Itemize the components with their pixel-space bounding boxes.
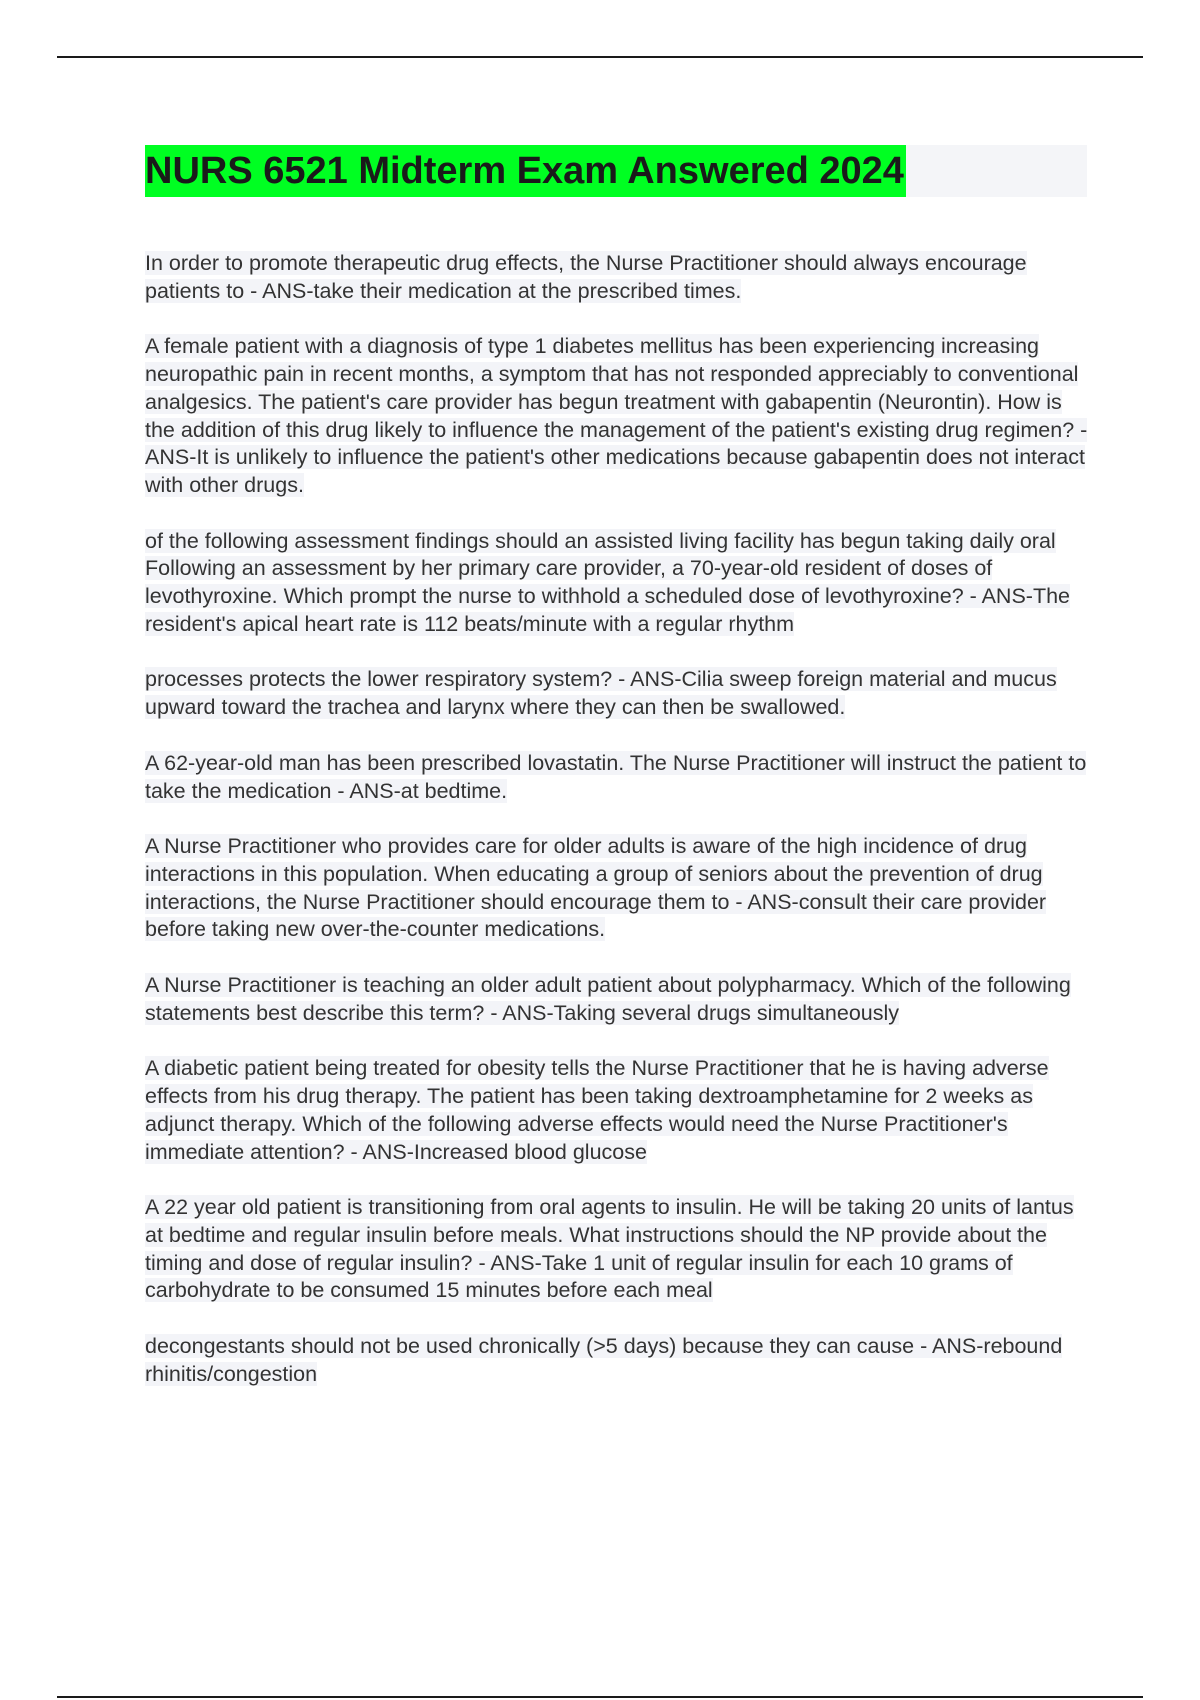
qa-item-2-text: A female patient with a diagnosis of type 1 diabetes mellitus has been experiencing increasing neuropathic pain in recent months, a symptom that has not responded appreciably to conventional analgesics. The patient's care provider has begun treatment with gabapentin (Neurontin). How is the addition of this drug likely to influence the management of the patient's existing drug regimen? - ANS-It is unlikely to influence the patient's other medications because gabapentin does not interact with other drugs. <box>145 334 1088 497</box>
qa-item-5 <box>145 750 1090 805</box>
qa-item-8-text: A diabetic patient being treated for obesity tells the Nurse Practitioner that he is having adverse effects from his drug therapy. The patient has been taking dextroamphetamine for 2 weeks as adjunct therapy. Which of the following adverse effects would need the Nurse Practitioner's immediate attention? - ANS-Increased blood glucose <box>145 1056 1049 1164</box>
qa-item-3-text: of the following assessment findings should an assisted living facility has begun taking daily oral Following an assessment by her primary care provider, a 70-year-old resident of doses of levothyroxine. Which prompt the nurse to withhold a scheduled dose of levothyroxine? - ANS-The resident's apical heart rate is 112 beats/minute with a regular rhythm <box>145 528 1070 636</box>
qa-item-9 <box>145 1194 1090 1305</box>
qa-list <box>145 250 1090 1417</box>
qa-item-10 <box>145 1333 1090 1388</box>
qa-item-9-text: A 22 year old patient is transitioning from oral agents to insulin. He will be taking 20 units of lantus at bedtime and regular insulin before meals. What instructions should the NP provide about the timing and dose of regular insulin? - ANS-Take 1 unit of regular insulin for each 10 grams of carbohydrate to be consumed 15 minutes before each meal <box>145 1195 1074 1303</box>
bottom-rule <box>57 1696 1143 1698</box>
qa-item-1 <box>145 250 1090 305</box>
qa-item-7 <box>145 972 1090 1027</box>
page-title: NURS 6521 Midterm Exam Answered 2024 <box>145 145 906 197</box>
qa-item-3 <box>145 528 1090 639</box>
qa-item-10-text: decongestants should not be used chronically (>5 days) because they can cause - ANS-rebound rhinitis/congestion <box>145 1334 1063 1386</box>
qa-item-5-text: A 62-year-old man has been prescribed lovastatin. The Nurse Practitioner will instruct the patient to take the medication - ANS-at bedtime. <box>145 750 1087 803</box>
qa-item-8 <box>145 1055 1090 1166</box>
qa-item-2 <box>145 333 1090 499</box>
qa-item-6 <box>145 833 1090 944</box>
qa-item-7-text: A Nurse Practitioner is teaching an older adult patient about polypharmacy. Which of the following statements best describe this term? - ANS-Taking several drugs simultaneously <box>145 973 1071 1025</box>
qa-item-6-text: A Nurse Practitioner who provides care for older adults is aware of the high incidence of drug interactions in this population. When educating a group of seniors about the prevention of drug interactions, the Nurse Practitioner should encourage them to - ANS-consult their care provider before taking new over-the-counter medications. <box>145 834 1047 942</box>
top-rule <box>57 56 1143 58</box>
qa-item-1-text: In order to promote therapeutic drug effects, the Nurse Practitioner should always encourage patients to - ANS-take their medication at the prescribed times. <box>145 251 1027 303</box>
qa-item-4-text: processes protects the lower respiratory system? - ANS-Cilia sweep foreign material and mucus upward toward the trachea and larynx where they can then be swallowed. <box>145 667 1057 720</box>
qa-item-4 <box>145 666 1090 721</box>
